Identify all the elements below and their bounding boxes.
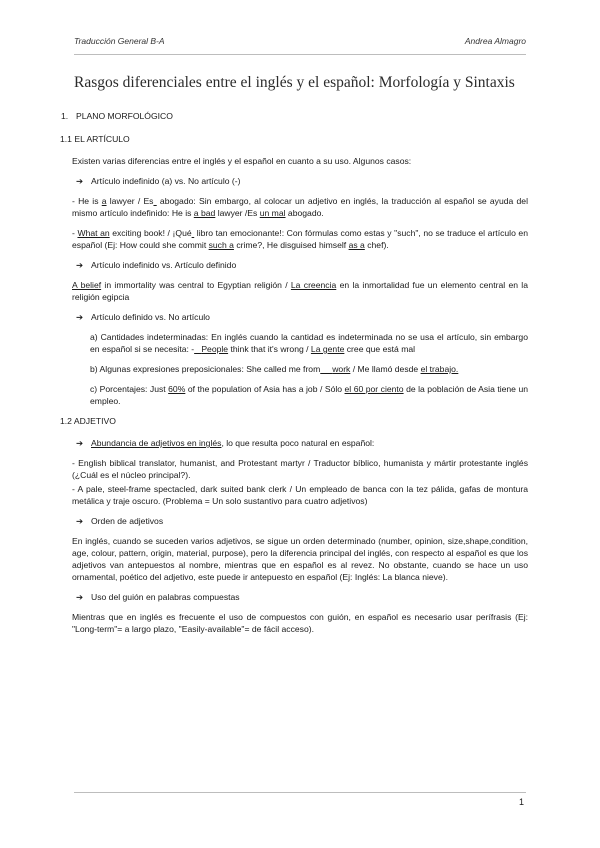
arrow-icon: ➔	[76, 516, 84, 526]
example-cantidades: a) Cantidades indeterminadas: En inglés cuando la cantidad es indeterminada no se usa el artículo, sin embargo en español si se necesita: - People think that it's wrong / La gente cree que está mal	[90, 332, 528, 354]
arrow-icon: ➔	[76, 592, 84, 602]
example-porcentajes: c) Porcentajes: Just 60% of the population of Asia has a job / Sólo el 60 por ciento de la población de Asia tiene un empleo.	[90, 384, 529, 406]
bullet-text: Artículo indefinido (a) vs. No artículo (-)	[91, 176, 241, 186]
bullet-indefinido-definido	[76, 259, 528, 271]
example-lawyer: - He is a lawyer / Es abogado: Sin embargo, al colocar un adjetivo en inglés, la traducción al español se ayuda del mismo artículo indefinido: He is a bad lawyer /Es un mal abogado.	[72, 196, 528, 218]
page-header	[74, 36, 526, 50]
arrow-icon: ➔	[76, 176, 84, 186]
footer-divider	[74, 792, 526, 793]
paragraph-guion: Mientras que en inglés es frecuente el uso de compuestos con guión, en español es necesario usar perífrasis (Ej: "Long-term"= a largo plazo, "Easily-available"= de fácil acceso).	[72, 612, 528, 634]
subsection-heading-adjetivo: 1.2 ADJETIVO	[60, 416, 116, 426]
header-divider	[74, 54, 526, 55]
example-exciting-book: - What an exciting book! / ¡Qué libro tan emocionante!: Con fórmulas como estas y "such", no se traduce el artículo en español (Ej: How could she commit such a crime?, He disguised himself as a chef).	[72, 228, 528, 250]
bullet-text: Orden de adjetivos	[91, 516, 164, 526]
bullet-text: Artículo indefinido vs. Artículo definido	[91, 260, 237, 270]
arrow-icon: ➔	[76, 312, 84, 322]
bullet-abundancia-adjetivos: ➔ Abundancia de adjetivos en inglés, lo que resulta poco natural en español:	[76, 438, 375, 448]
bullet-text: Artículo definido vs. No artículo	[91, 312, 210, 322]
page-number: 1	[518, 797, 524, 807]
document-body	[58, 110, 528, 643]
bullet-orden-adjetivos	[76, 515, 528, 527]
section-heading	[61, 110, 528, 122]
example-bank-clerk: - A pale, steel-frame spectacled, dark suited bank clerk / Un empleado de banca con la tez pálida, gafas de montura metálica y traje oscuro. (Problema = Un solo sustantivo para cuatro adjetivos)	[72, 484, 528, 506]
bullet-indefinido-no-articulo	[76, 175, 528, 187]
section-number: 1.	[61, 111, 69, 121]
arrow-icon: ➔	[76, 438, 84, 448]
example-translator: - English biblical translator, humanist, and Protestant martyr / Traductor bíblico, humanista y mártir protestante inglés (¿Cuál es el núcleo principal?).	[72, 458, 528, 480]
document-title: Rasgos diferenciales entre el inglés y el español: Morfología y Sintaxis	[74, 74, 515, 91]
example-preposicionales: b) Algunas expresiones preposicionales: She called me from work / Me llamó desde el trabajo.	[90, 364, 459, 374]
example-belief: A belief in immortality was central to Egyptian religión / La creencia en la inmortalidad fue un elemento central en la religión egipcia	[72, 280, 528, 302]
bullet-guion-compuestas	[76, 591, 528, 603]
bullet-definido-no-articulo	[76, 311, 528, 323]
bullet-text: Uso del guión en palabras compuestas	[91, 592, 240, 602]
header-author: Andrea Almagro	[464, 36, 526, 46]
arrow-icon: ➔	[76, 260, 84, 270]
header-course: Traducción General B-A	[74, 36, 165, 46]
subsection-heading-articulo: 1.1 EL ARTÍCULO	[60, 134, 130, 144]
intro-paragraph: Existen varias diferencias entre el inglés y el español en cuanto a su uso. Algunos casos:	[72, 156, 412, 166]
section-title: PLANO MORFOLÓGICO	[76, 111, 173, 121]
paragraph-orden: En inglés, cuando se suceden varios adjetivos, se sigue un orden determinado (number, opinion, size,shape,condition, age, colour, pattern, origin, material, purpose), pero la diferencia principal del inglés, con respecto al español es que los adjetivos van antepuestos al nombre, mientras que en español es al revez. No obstante, cuando se hace un uso ornamental, poético del adjetivo, este puede ir antepuesto en español (Ej: Inglés: La blanca nieve).	[72, 536, 528, 582]
